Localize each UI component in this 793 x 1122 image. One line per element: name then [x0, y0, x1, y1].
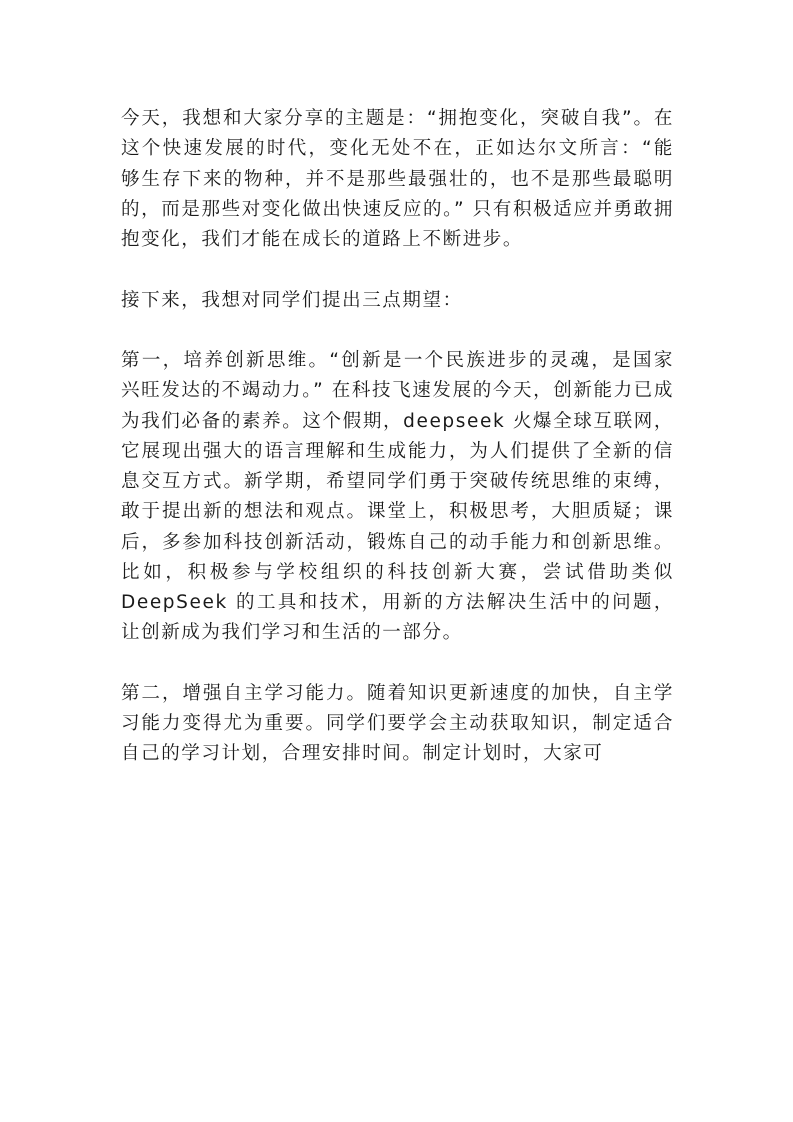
- paragraph-innovation: 第一，培养创新思维。“创新是一个民族进步的灵魂，是国家兴旺发达的不竭动力。” 在科技飞速发展的今天，创新能力已成为我们必备的素养。这个假期，deepseek 火爆全球互联网，它展现出强大的语言理解和生成能力，为人们提供了全新的信息交互方式。新学期，希望同学们勇于突破传统思维的束缚，敢于提出新的想法和观点。课堂上，积极思考，大胆质疑；课后，多参加科技创新活动，锻炼自己的动手能力和创新思维。比如，积极参与学校组织的科技创新大赛，尝试借助类似 DeepSeek 的工具和技术，用新的方法解决生活中的问题，让创新成为我们学习和生活的一部分。: [121, 350, 674, 644]
- paragraph-self-learning: 第二，增强自主学习能力。随着知识更新速度的加快，自主学习能力变得尤为重要。同学们要学会主动获取知识，制定适合自己的学习计划，合理安排时间。制定计划时，大家可: [121, 682, 674, 765]
- paragraph-theme-intro: 今天，我想和大家分享的主题是：“拥抱变化，突破自我”。在这个快速发展的时代，变化无处不在，正如达尔文所言：“能够生存下来的物种，并不是那些最强壮的，也不是那些最聪明的，而是那些对变化做出快速反应的。” 只有积极适应并勇敢拥抱变化，我们才能在成长的道路上不断进步。: [121, 108, 674, 250]
- document-body: [121, 104, 674, 800]
- paragraph-expectations-lead: 接下来，我想对同学们提出三点期望：: [121, 289, 463, 311]
